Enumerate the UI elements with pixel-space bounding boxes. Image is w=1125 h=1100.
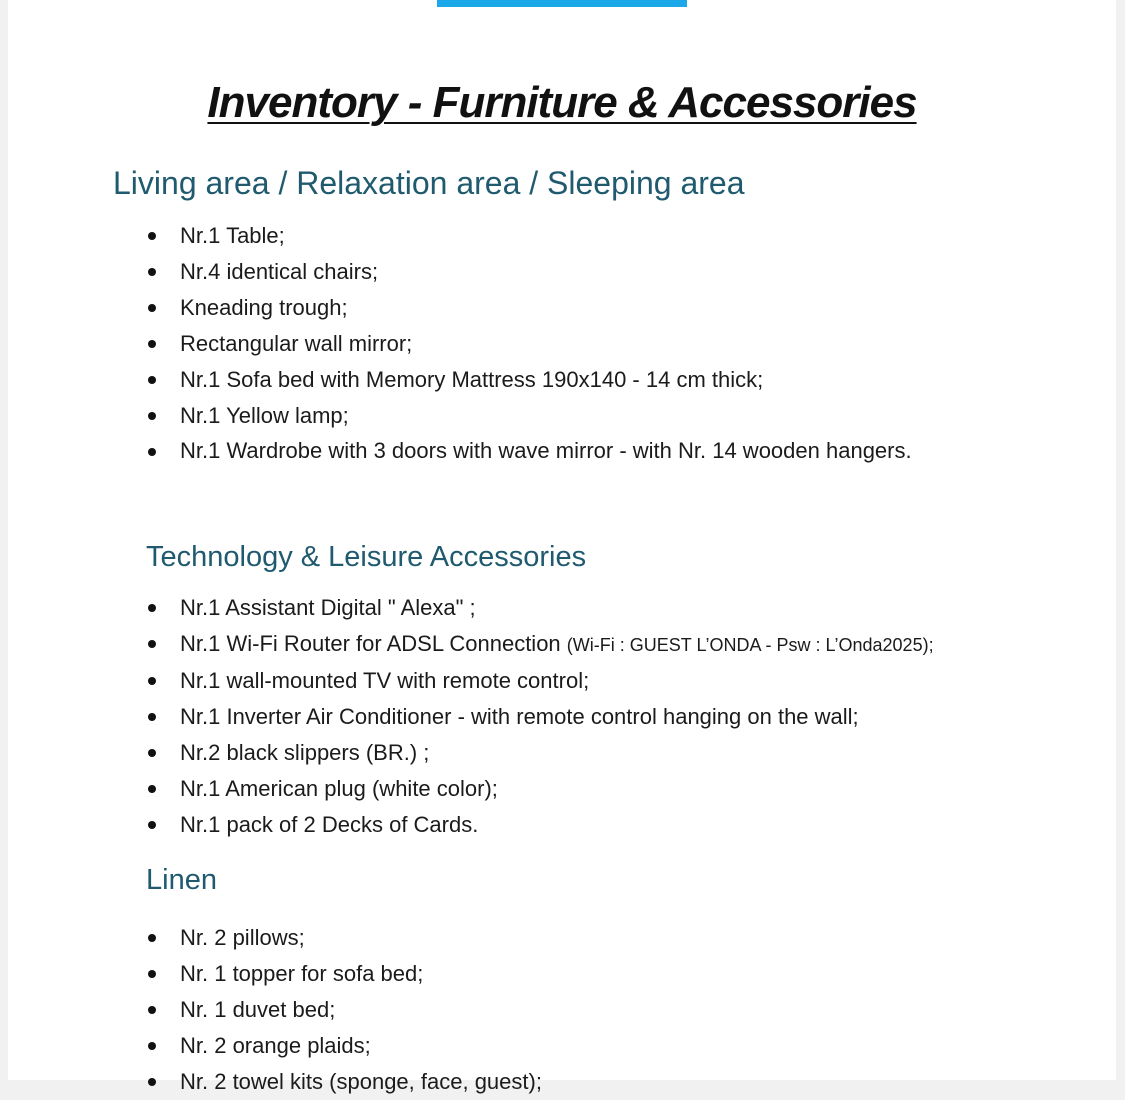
- list-item: Nr. 1 duvet bed;: [146, 992, 1046, 1028]
- list-item: Nr.1 Inverter Air Conditioner - with remote control hanging on the wall;: [146, 699, 1046, 735]
- living-items-list: [146, 218, 1046, 468]
- list-item: Nr.2 black slippers (BR.) ;: [146, 735, 1046, 771]
- document-page: [8, 0, 1116, 1094]
- list-item: Nr.1 pack of 2 Decks of Cards.: [146, 807, 1046, 843]
- list-item: Rectangular wall mirror;: [146, 326, 1046, 362]
- list-item: Kneading trough;: [146, 290, 1046, 326]
- wifi-credentials-note: (Wi-Fi : GUEST L’ONDA - Psw : L’Onda2025);: [566, 635, 934, 655]
- wifi-item-text: Nr.1 Wi-Fi Router for ADSL Connection: [180, 631, 561, 656]
- list-item: Nr.1 Table;: [146, 218, 1046, 254]
- section-heading-living: Living area / Relaxation area / Sleeping area: [113, 165, 745, 201]
- list-item-wifi: [146, 626, 1046, 663]
- top-accent-bar: [437, 0, 687, 7]
- list-item: Nr.1 Wardrobe with 3 doors with wave mirror - with Nr. 14 wooden hangers.: [146, 434, 940, 468]
- page-title: Inventory - Furniture & Accessories: [207, 78, 917, 127]
- list-item: Nr.1 Yellow lamp;: [146, 398, 1046, 434]
- list-item: Nr. 2 towel kits (sponge, face, guest);: [146, 1064, 1046, 1100]
- section-heading-linen: Linen: [146, 864, 217, 896]
- list-item: Nr.4 identical chairs;: [146, 254, 1046, 290]
- list-item: Nr.1 wall-mounted TV with remote control;: [146, 663, 1046, 699]
- list-item: Nr. 2 pillows;: [146, 920, 1046, 956]
- list-item: Nr.1 Sofa bed with Memory Mattress 190x140 - 14 cm thick;: [146, 362, 1046, 398]
- list-item: Nr. 2 orange plaids;: [146, 1028, 1046, 1064]
- list-item: Nr.1 Assistant Digital " Alexa" ;: [146, 590, 1046, 626]
- section-heading-technology: Technology & Leisure Accessories: [146, 541, 587, 573]
- linen-items-list: [146, 920, 1046, 1100]
- technology-items-list: [146, 590, 1046, 843]
- list-item: Nr.1 American plug (white color);: [146, 771, 1046, 807]
- list-item: Nr. 1 topper for sofa bed;: [146, 956, 1046, 992]
